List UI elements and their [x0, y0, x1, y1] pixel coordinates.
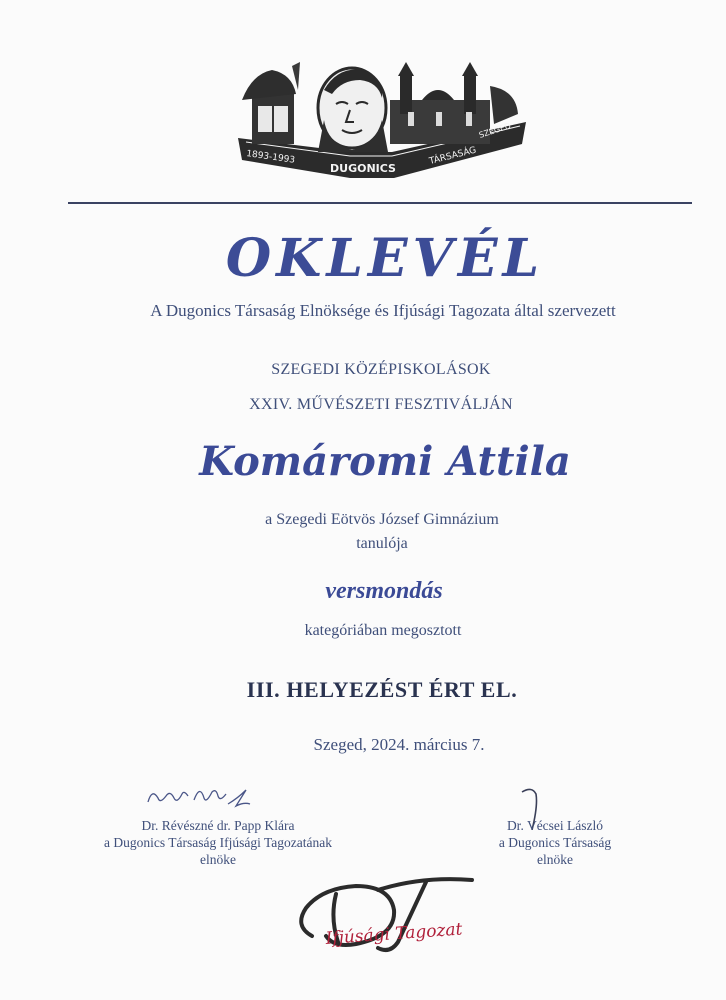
left-signatory-name: Dr. Révészné dr. Papp Klára — [141, 818, 295, 833]
student-role: tanulója — [356, 535, 408, 552]
logo-caption-text: Ifjúsági Tagozat — [324, 919, 464, 949]
school-name: a Szegedi Eötvös József Gimnázium — [265, 511, 499, 528]
right-signatory-title: a Dugonics Társaság — [498, 835, 612, 850]
left-signatory-title: a Dugonics Társaság Ifjúsági Tagozatának — [104, 835, 332, 850]
right-signatory-role: elnöke — [537, 852, 573, 867]
left-signatory-role: elnöke — [200, 852, 236, 867]
recipient-name: Komáromi Attila — [199, 438, 571, 485]
left-handwritten-signature — [142, 782, 258, 810]
place-and-date: Szeged, 2024. március 7. — [313, 735, 485, 754]
award-category: versmondás — [325, 578, 443, 604]
header-divider — [68, 202, 692, 204]
logo-society-text: TÁRSASÁG — [428, 145, 478, 167]
placement-text: III. HELYEZÉST ÉRT EL. — [246, 677, 518, 702]
dugonics-society-logo — [232, 60, 532, 186]
youth-section-logo — [286, 866, 482, 962]
left-signature-block — [80, 817, 356, 868]
organizer-line: A Dugonics Társaság Elnöksége és Ifjúsági Tagozata által szervezett — [150, 301, 616, 320]
right-signatory-name: Dr. Vécsei László — [506, 818, 604, 833]
right-signature-block — [470, 817, 640, 868]
logo-name-text: DUGONICS — [330, 162, 396, 175]
logo-city-text: SZEGED — [477, 121, 513, 140]
document-title: OKLEVÉL — [225, 228, 545, 289]
logo-years-text: 1893-1993 — [245, 149, 296, 166]
festival-line-1: SZEGEDI KÖZÉPISKOLÁSOK — [271, 361, 491, 378]
category-note: kategóriában megosztott — [304, 622, 462, 639]
festival-line-2: XXIV. MŰVÉSZETI FESZTIVÁLJÁN — [249, 396, 513, 413]
